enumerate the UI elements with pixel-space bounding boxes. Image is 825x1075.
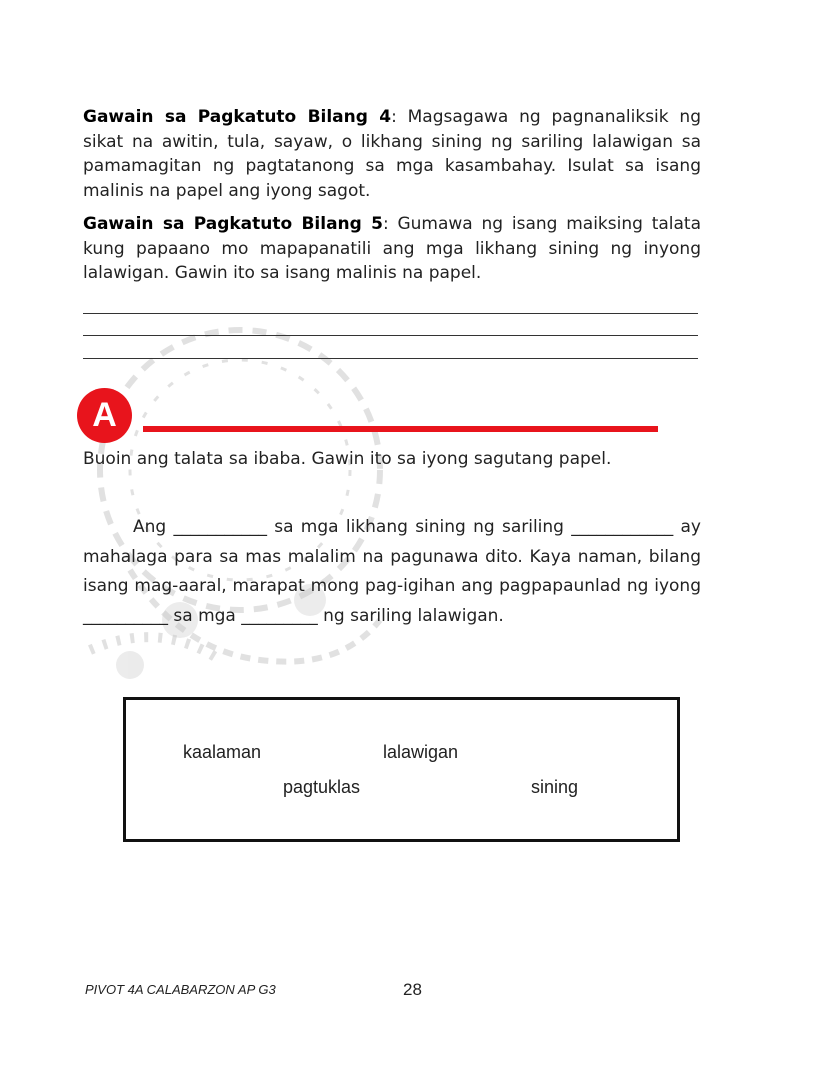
task-4-paragraph xyxy=(83,105,701,203)
word-bank-item: pagtuklas xyxy=(283,777,361,797)
section-badge: A xyxy=(77,388,132,443)
task-5-text: : Gumawa ng isang maiksing talata kung papaano mo mapapanatili ang mga likhang sining ng inyong lalawigan. Gawin ito sa isang malinis na papel. xyxy=(83,214,701,283)
answer-line[interactable] xyxy=(83,313,698,314)
fill-in-paragraph: Ang ___________ sa mga likhang sining ng sariling ____________ ay mahalaga para sa mas malalim na pagunawa dito. Kaya naman, bilang isang mag-aaral, marapat mong pag-igihan ang pagpapaunlad ng iyong __________ sa mga _________ ng sariling lalawigan. xyxy=(83,517,701,626)
page-number: 28 xyxy=(403,980,422,999)
answer-line[interactable] xyxy=(83,358,698,359)
task-4-title: Gawain sa Pagkatuto Bilang 4 xyxy=(83,107,392,127)
word-bank-item: sining xyxy=(531,777,579,797)
task-5-paragraph xyxy=(83,212,701,286)
task-4-text: : Magsagawa ng pagnanaliksik ng sikat na awitin, tula, sayaw, o likhang sining ng sariling lalawigan sa pamamagitan ng pagtatanong sa mga kasambahay. Isulat sa isang malinis na papel ang iyong sagot. xyxy=(83,107,701,201)
footer-label: PIVOT 4A CALABARZON AP G3 xyxy=(85,982,276,997)
section-instruction: Buoin ang talata sa ibaba. Gawin ito sa iyong sagutang papel. xyxy=(83,449,612,469)
task-5-title: Gawain sa Pagkatuto Bilang 5 xyxy=(83,214,383,234)
word-bank-box xyxy=(123,697,680,842)
word-bank-item: lalawigan xyxy=(383,742,459,762)
section-divider-bar xyxy=(143,426,658,432)
seal-watermark xyxy=(60,320,390,700)
answer-line[interactable] xyxy=(83,335,698,336)
word-bank-item: kaalaman xyxy=(183,742,262,762)
